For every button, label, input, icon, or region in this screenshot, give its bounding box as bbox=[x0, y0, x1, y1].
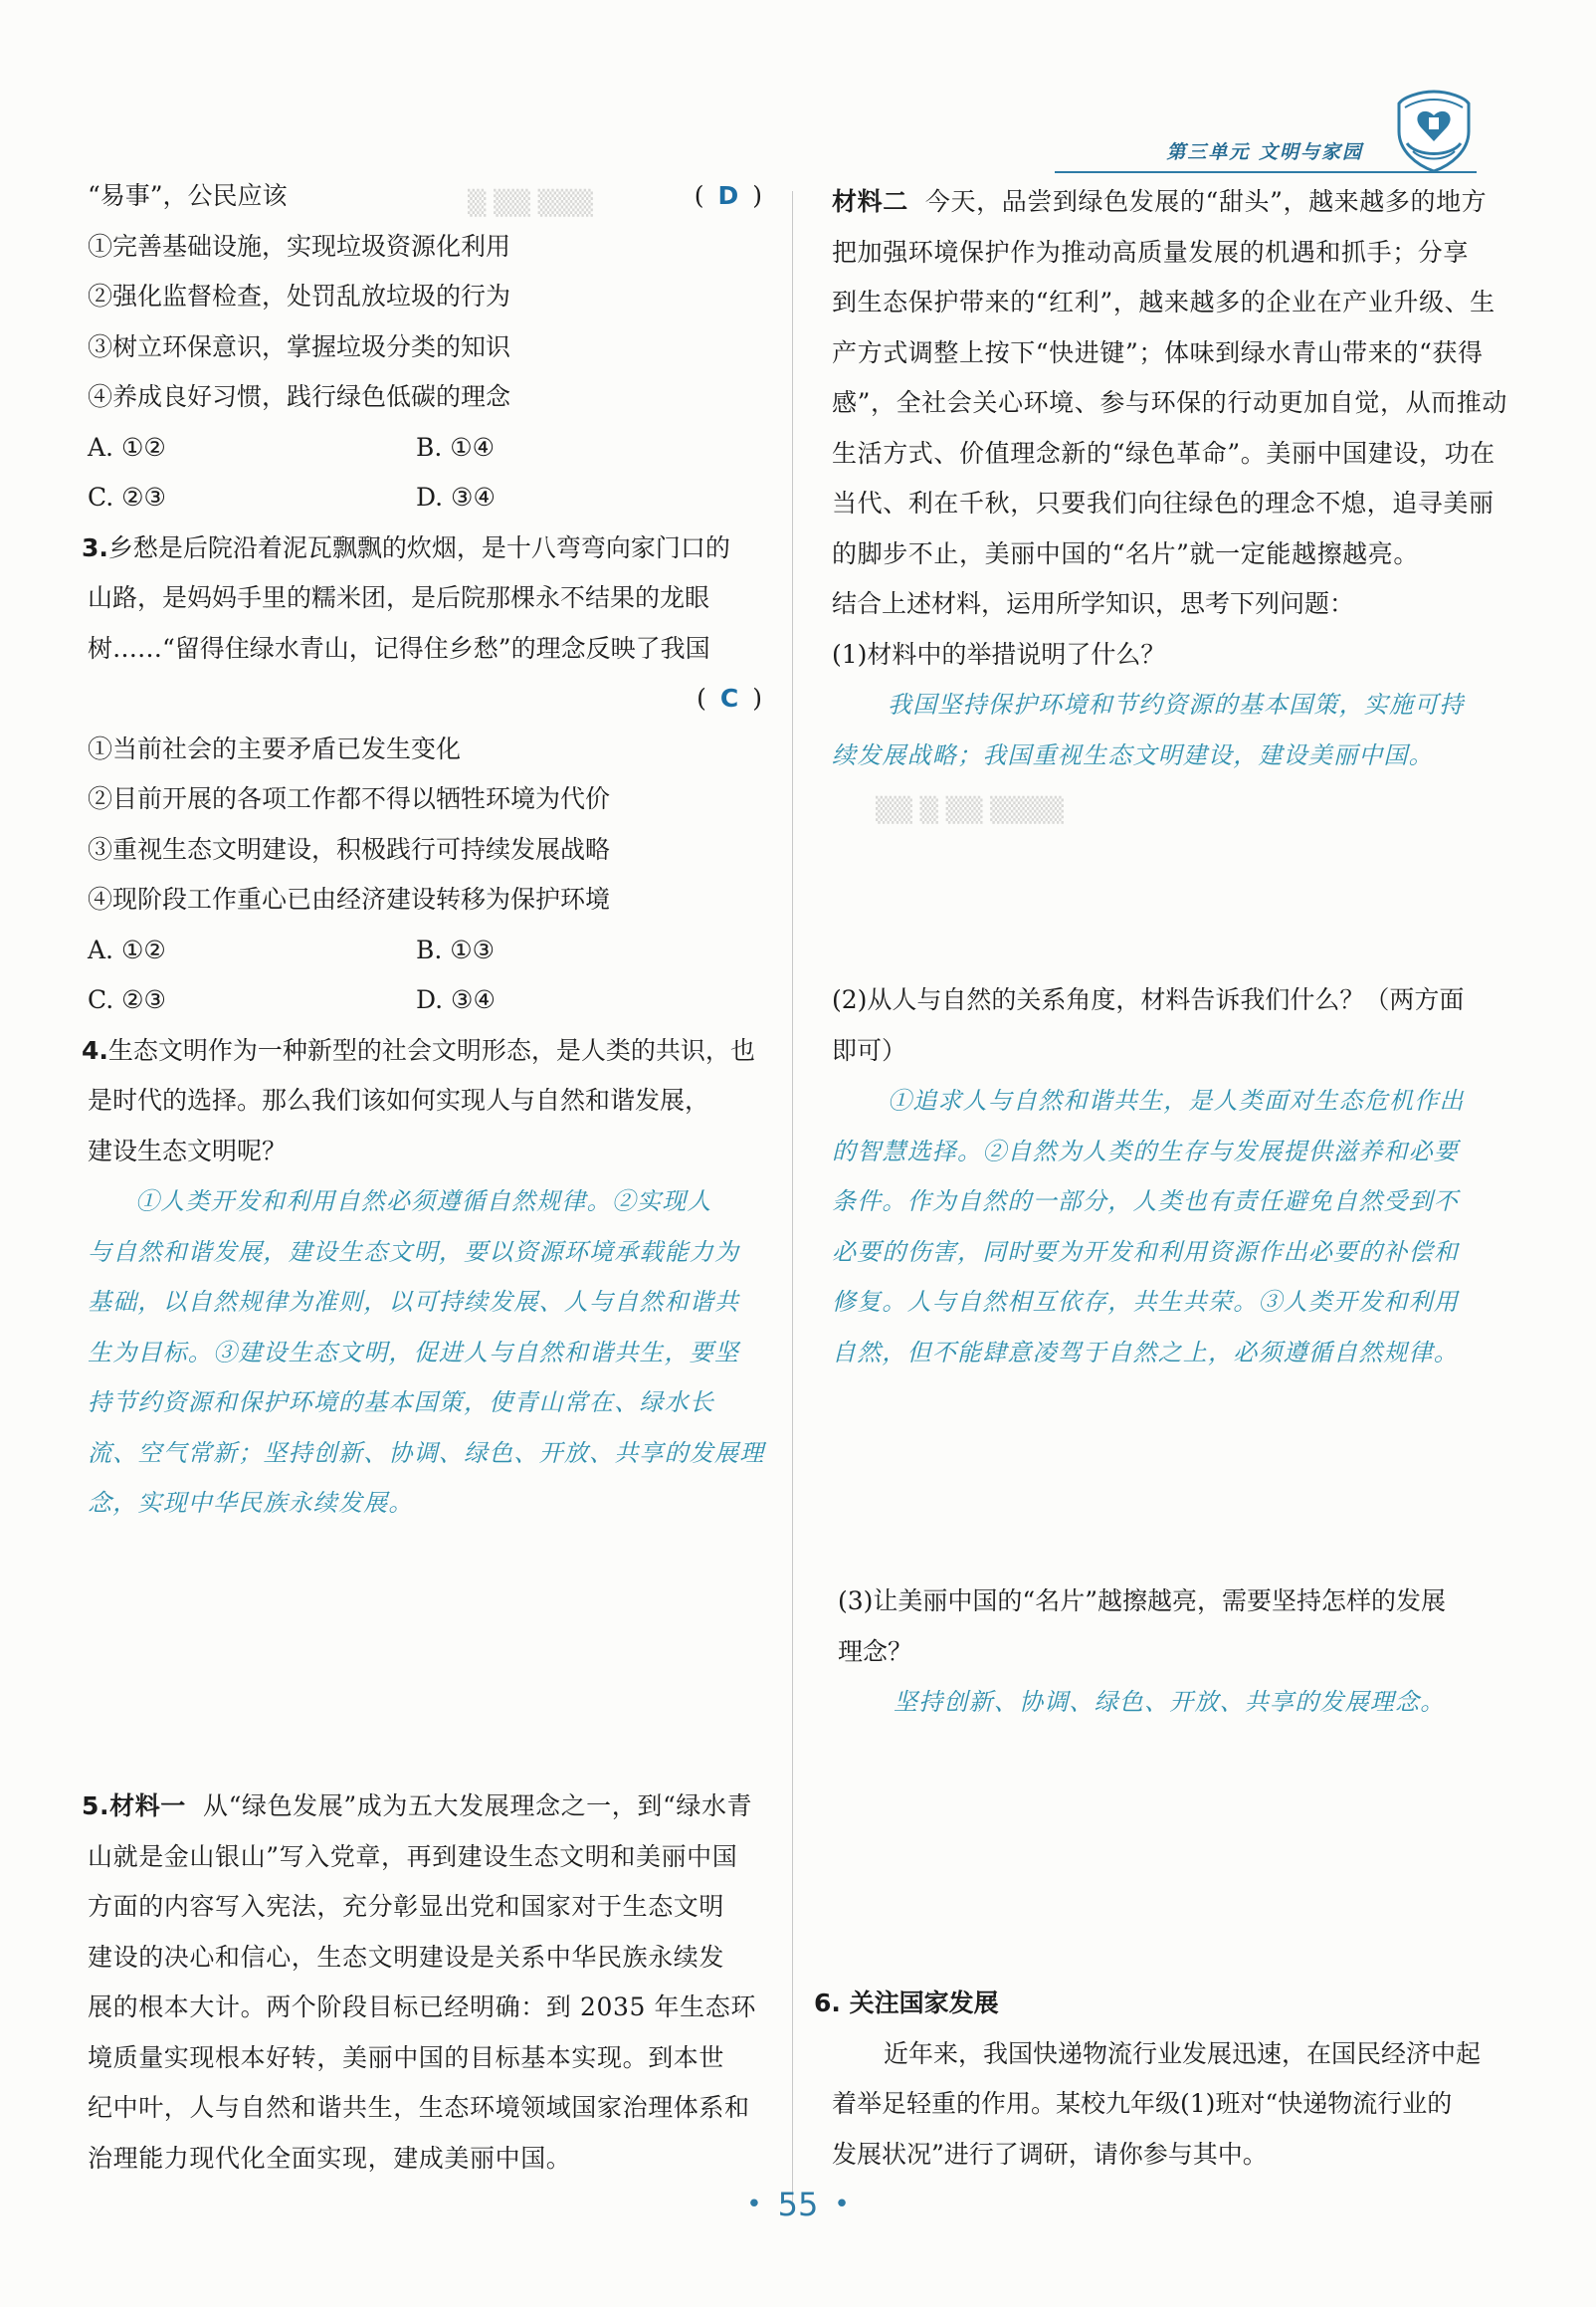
q2-stem: “易事”，公民应该 ( D ) bbox=[88, 171, 776, 222]
material2-label: 材料二 bbox=[832, 187, 908, 216]
q5-line: 山就是金山银山”写入党章，再到建设生态文明和美丽中国 bbox=[88, 1841, 738, 1871]
column-divider bbox=[792, 191, 793, 2202]
q2-option: ②强化监督检查，处罚乱放垃圾的行为 bbox=[88, 282, 511, 311]
answer-line: 我国坚持保护环境和节约资源的基本国策，实施可持 bbox=[888, 691, 1465, 719]
sub3-block bbox=[838, 1576, 1514, 1728]
answer-line: 坚持创新、协调、绿色、开放、共享的发展理念。 bbox=[894, 1688, 1446, 1716]
right-column bbox=[832, 177, 1508, 780]
q3-option: ④现阶段工作重心已由经济建设转移为保护环境 bbox=[88, 885, 611, 914]
choice-d: D. ③④ bbox=[416, 985, 496, 1014]
q6-line: 着举足轻重的作用。某校九年级(1)班对“快递物流行业的 bbox=[832, 2089, 1453, 2118]
q2-choices bbox=[88, 423, 776, 474]
answer-line: 与自然和谐发展，建设生态文明，要以资源环境承载能力为 bbox=[88, 1237, 740, 1266]
q6-line: 近年来，我国快递物流行业发展迅速，在国民经济中起 bbox=[884, 2038, 1482, 2068]
q4-stem: 建设生态文明呢？ bbox=[88, 1136, 288, 1165]
q4-number: 4. bbox=[82, 1035, 108, 1065]
dot-right: • bbox=[834, 2190, 850, 2219]
material2-line: 当代、利在千秋，只要我们向往绿色的理念不熄，追寻美丽 bbox=[832, 489, 1495, 518]
choice-a: A. ①② bbox=[88, 935, 166, 964]
q5-line: 治理能力现代化全面实现，建成美丽中国。 bbox=[88, 2143, 572, 2173]
q5-line: 方面的内容写入宪法，充分彰显出党和国家对于生态文明 bbox=[88, 1892, 725, 1921]
left-column bbox=[82, 171, 776, 1529]
answer-line: ①追求人与自然和谐共生，是人类面对生态危机作出 bbox=[888, 1087, 1465, 1115]
sub3-question: (3)让美丽中国的“名片”越擦越亮，需要坚持怎样的发展 bbox=[838, 1586, 1446, 1615]
q5-block bbox=[82, 1782, 784, 2184]
answer-line: 条件。作为自然的一部分，人类也有责任避免自然受到不 bbox=[832, 1187, 1459, 1215]
answer-line: 修复。人与自然相互依存，共生共荣。③人类开发和利用 bbox=[832, 1288, 1459, 1316]
q5-line: 5.材料一 从“绿色发展”成为五大发展理念之一，到“绿水青 bbox=[82, 1791, 753, 1820]
choice-c: C. ②③ bbox=[88, 483, 166, 512]
q4-handwritten-answer bbox=[88, 1176, 776, 1529]
material2-line: 到生态保护带来的“红利”，越来越多的企业在产业升级、生 bbox=[832, 288, 1496, 316]
q2-choices bbox=[88, 473, 776, 524]
q5-line: 展的根本大计。两个阶段目标已经明确：到 2035 年生态环 bbox=[88, 1992, 756, 2021]
dot-left: • bbox=[746, 2190, 762, 2219]
q5-line: 建设的决心和信心，生态文明建设是关系中华民族永续发 bbox=[88, 1942, 725, 1972]
sub3-handwritten-answer bbox=[838, 1677, 1514, 1728]
q6-line: 发展状况”进行了调研，请你参与其中。 bbox=[832, 2139, 1268, 2169]
sub1-question: (1)材料中的举措说明了什么？ bbox=[832, 639, 1166, 669]
sub1-handwritten-answer bbox=[832, 680, 1508, 780]
page-number: • 55 • bbox=[0, 2186, 1596, 2223]
show-through: ▒ ▒▒ ▒▒▒ bbox=[468, 189, 593, 217]
page-header bbox=[1055, 88, 1512, 177]
material2-line: 生活方式、价值理念新的“绿色革命”。美丽中国建设，功在 bbox=[832, 438, 1496, 468]
answer-line: 必要的伤害，同时要为开发和利用资源作出必要的补偿和 bbox=[832, 1237, 1459, 1266]
q2-option: ④养成良好习惯，践行绿色低碳的理念 bbox=[88, 382, 511, 411]
material2-line: 材料二 今天，品尝到绿色发展的“甜头”，越来越多的地方 bbox=[832, 187, 1488, 216]
answer-line: 念，实现中华民族永续发展。 bbox=[88, 1489, 414, 1517]
answer-line: 基础，以自然规律为准则，以可持续发展、人与自然和谐共 bbox=[88, 1288, 740, 1316]
material2-line: 把加强环境保护作为推动高质量发展的机遇和抓手；分享 bbox=[832, 237, 1470, 267]
choice-b: B. ①③ bbox=[416, 935, 496, 964]
sub3-question: 理念？ bbox=[838, 1636, 913, 1666]
sub2-block bbox=[832, 975, 1508, 1377]
choice-b: B. ①④ bbox=[416, 432, 496, 462]
answer-line: 自然，但不能肆意凌驾于自然之上，必须遵循自然规律。 bbox=[832, 1338, 1459, 1366]
sub2-handwritten-answer bbox=[832, 1076, 1508, 1377]
answer-line: 续发展战略；我国重视生态文明建设，建设美丽中国。 bbox=[832, 740, 1434, 769]
q3-option: ③重视生态文明建设，积极践行可持续发展战略 bbox=[88, 834, 611, 864]
q2-option: ③树立环保意识，掌握垃圾分类的知识 bbox=[88, 331, 511, 361]
q3-option: ①当前社会的主要矛盾已发生变化 bbox=[88, 734, 462, 763]
choice-d: D. ③④ bbox=[416, 483, 496, 512]
q3-stem: 3.乡愁是后院沿着泥瓦飘飘的炊烟，是十八弯弯向家门口的 bbox=[82, 532, 730, 562]
q5-material-label: 材料一 bbox=[109, 1791, 186, 1820]
q3-number: 3. bbox=[82, 532, 108, 562]
q3-answer: ( C ) bbox=[697, 684, 762, 713]
answer-line: ①人类开发和利用自然必须遵循自然规律。②实现人 bbox=[135, 1187, 712, 1215]
show-through: ▒▒ ▒ ▒▒ ▒▒▒▒ bbox=[876, 796, 1064, 824]
material2-line: 的脚步不止，美丽中国的“名片”就一定能越擦越亮。 bbox=[832, 538, 1419, 568]
answer-line: 流、空气常新；坚持创新、协调、绿色、开放、共享的发展理 bbox=[88, 1438, 765, 1467]
choice-a: A. ①② bbox=[88, 432, 166, 462]
question-prompt: 结合上述材料，运用所学知识，思考下列问题： bbox=[832, 589, 1355, 618]
school-crest-icon bbox=[1391, 88, 1477, 173]
q3-choices bbox=[88, 975, 776, 1026]
q4-stem: 是时代的选择。那么我们该如何实现人与自然和谐发展， bbox=[88, 1086, 710, 1115]
q4-stem: 4.生态文明作为一种新型的社会文明形态，是人类的共识，也 bbox=[82, 1035, 755, 1065]
material2-line: 产方式调整上按下“快进键”；体味到绿水青山带来的“获得 bbox=[832, 337, 1484, 367]
q5-line: 境质量实现根本好转，美丽中国的目标基本实现。到本世 bbox=[88, 2042, 725, 2072]
sub2-question: (2)从人与自然的关系角度，材料告诉我们什么？（两方面 bbox=[832, 985, 1465, 1014]
q3-stem: 山路，是妈妈手里的糯米团，是后院那棵永不结果的龙眼 bbox=[88, 583, 710, 612]
q5-number: 5. bbox=[82, 1791, 110, 1820]
q2-option: ①完善基础设施，实现垃圾资源化利用 bbox=[88, 231, 511, 261]
q6-block bbox=[814, 1979, 1510, 2180]
choice-c: C. ②③ bbox=[88, 985, 166, 1014]
material2-line: 感”，全社会关心环境、参与环保的行动更加自觉，从而推动 bbox=[832, 388, 1507, 417]
unit-title: 第三单元 文明与家园 bbox=[1166, 141, 1363, 163]
answer-line: 的智慧选择。②自然为人类的生存与发展提供滋养和必要 bbox=[832, 1137, 1459, 1165]
q2-answer: ( D ) bbox=[694, 181, 762, 210]
q3-answer-line bbox=[88, 674, 776, 725]
sub2-question: 即可） bbox=[832, 1035, 907, 1065]
q3-option: ②目前开展的各项工作都不得以牺牲环境为代价 bbox=[88, 784, 611, 813]
q6-title: 6. 关注国家发展 bbox=[814, 1989, 999, 2017]
q5-line: 纪中叶，人与自然和谐共生，生态环境领域国家治理体系和 bbox=[88, 2093, 750, 2122]
answer-line: 持节约资源和保护环境的基本国策，使青山常在、绿水长 bbox=[88, 1388, 714, 1416]
q3-stem: 树……“留得住绿水青山，记得住乡愁”的理念反映了我国 bbox=[88, 633, 710, 663]
answer-line: 生为目标。③建设生态文明，促进人与自然和谐共生，要坚 bbox=[88, 1338, 740, 1366]
q3-choices bbox=[88, 926, 776, 976]
